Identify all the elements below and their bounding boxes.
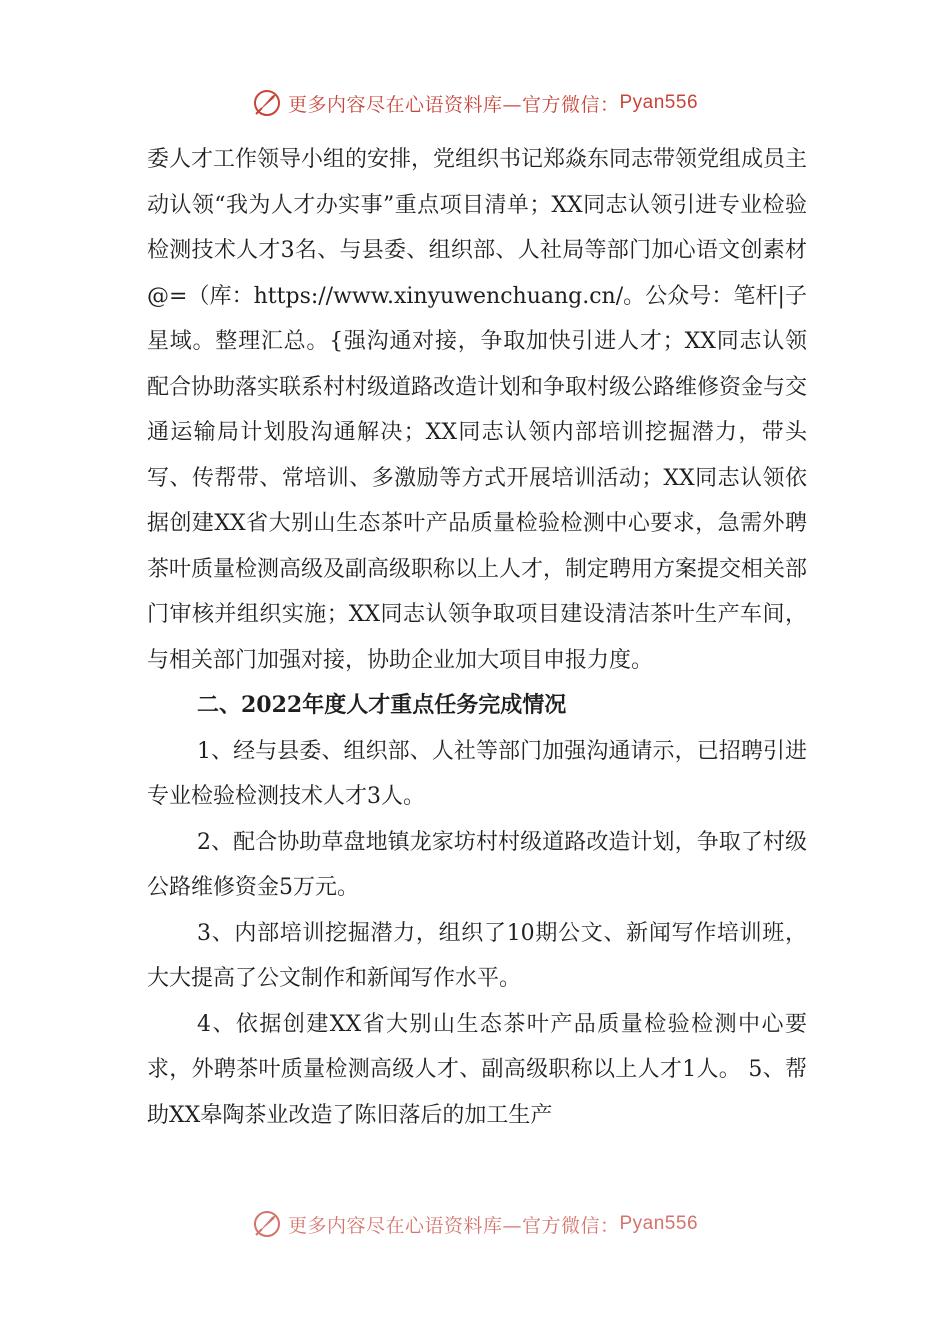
section-heading: 二、2022年度人才重点任务完成情况 — [197, 692, 567, 718]
list-item: 3、内部培训挖掘潜力，组织了10期公文、新闻写作培训班，大大提高了公文制作和新闻写作水平。 — [147, 920, 807, 991]
list-item: 4、依据创建XX省大别山生态茶叶产品质量检验检测中心要求，外聘茶叶质量检测高级人才、副高级职称以上人才1人。 5、帮助XX皋陶茶业改造了陈旧落后的加工生产 — [147, 1011, 807, 1128]
list-item: 1、经与县委、组织部、人社等部门加强沟通请示，已招聘引进专业检验检测技术人才3人。 — [147, 738, 807, 809]
document-body — [147, 137, 807, 1138]
watermark-text: 更多内容尽在心语资料库—官方微信： — [287, 1214, 620, 1237]
watermark-wechat-id: Pyan556 — [619, 1213, 699, 1234]
paragraph: 委人才工作领导小组的安排，党组织书记郑焱东同志带领党组成员主动认领“我为人才办实事”重点项目清单；XX同志认领引进专业检验检测技术人才3名、与县委、组织部、人社局等部门加心语文创素材@=（库：https://www.xinyuwenchuang.cn/。公众号：笔杆|子星域。整理汇总。{强沟通对接，争取加快引进人才；XX同志认领配合协助落实联系村村级道路改造计划和争取村级公路维修资金与交通运输局计划股沟通解决；XX同志认领内部培训挖掘潜力，带头写、传帮带、常培训、多激励等方式开展培训活动；XX同志认领依据创建XX省大别山生态茶叶产品质量检验检测中心要求，急需外聘茶叶质量检测高级及副高级职称以上人才，制定聘用方案提交相关部门审核并组织实施；XX同志认领争取项目建设清洁茶叶生产车间，与相关部门加强对接，协助企业加大项目申报力度。 — [147, 147, 808, 673]
quill-pen-logo-icon — [252, 88, 282, 118]
watermark-text: 更多内容尽在心语资料库—官方微信： — [287, 93, 620, 116]
footer-watermark — [0, 1204, 950, 1244]
header-watermark — [0, 83, 950, 123]
list-item: 2、配合协助草盘地镇龙家坊村村级道路改造计划，争取了村级公路维修资金5万元。 — [147, 829, 807, 900]
quill-pen-logo-icon — [252, 1209, 282, 1239]
watermark-wechat-id: Pyan556 — [619, 92, 699, 113]
